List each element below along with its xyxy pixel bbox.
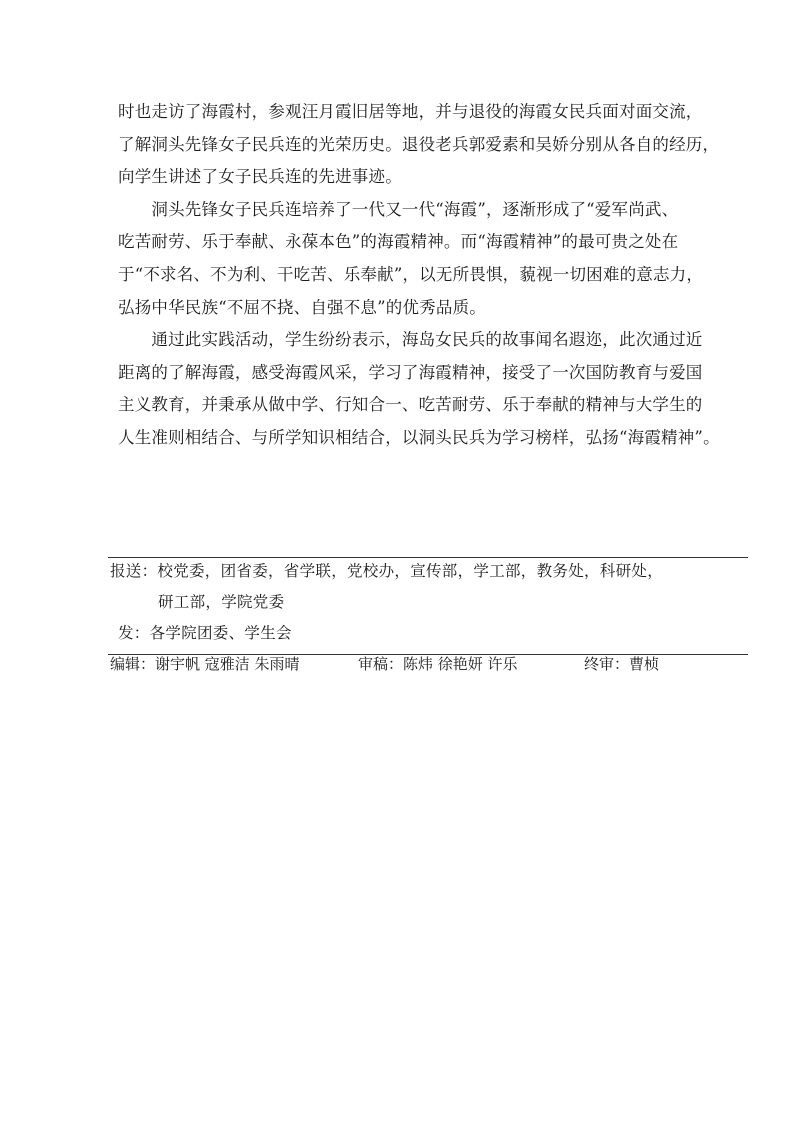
editorial-credits [110, 652, 660, 676]
final-review-text: 终审：曹桢 [584, 655, 660, 673]
report-to-line-2: 研工部，学院党委 [158, 593, 285, 611]
text-line: 通过此实践活动，学生纷纷表示，海岛女民兵的故事闻名遐迩，此次通过近 [118, 330, 703, 350]
text-line: 弘扬中华民族“不屈不挠、自强不息”的优秀品质。 [118, 297, 486, 317]
report-to-line-1: 报送：校党委，团省委，省学联，党校办，宣传部，学工部，教务处，科研处， [110, 562, 664, 580]
article-body [118, 96, 720, 455]
text-line: 主义教育，并秉承从做中学、行知合一、吃苦耐劳、乐于奉献的精神与大学生的 [118, 395, 703, 415]
text-line: 人生准则相结合、与所学知识相结合，以洞头民兵为学习榜样，弘扬“海霞精神”。 [118, 427, 720, 447]
paragraph-1 [118, 96, 720, 194]
reviewers-text: 审稿：陈炜 徐艳妍 许乐 [358, 655, 518, 673]
text-line: 了解洞头先锋女子民兵连的光荣历史。退役老兵郭爱素和吴娇分别从各自的经历， [118, 134, 720, 154]
text-line: 吃苦耐劳、乐于奉献、永葆本色”的海霞精神。而“海霞精神”的最可贵之处在 [118, 232, 679, 252]
text-line: 时也走访了海霞村，参观汪月霞旧居等地，并与退役的海霞女民兵面对面交流， [118, 102, 703, 121]
text-line: 洞头先锋女子民兵连培养了一代又一代“海霞”，逐渐形成了“爱军尚武、 [118, 199, 679, 219]
paragraph-3 [118, 324, 720, 454]
paragraph-2 [118, 194, 704, 324]
text-line: 于“不求名、不为利、干吃苦、乐奉献”，以无所畏惧，藐视一切困难的意志力， [118, 264, 704, 284]
text-line: 向学生讲述了女子民兵连的先进事迹。 [118, 167, 402, 187]
text-line: 距离的了解海霞，感受海霞风采，学习了海霞精神，接受了一次国防教育与爱国 [118, 362, 703, 382]
editors-text: 编辑：谢宇帆 寇雅洁 朱雨晴 [110, 655, 300, 673]
distribute-to-line: 发：各学院团委、学生会 [118, 624, 292, 642]
